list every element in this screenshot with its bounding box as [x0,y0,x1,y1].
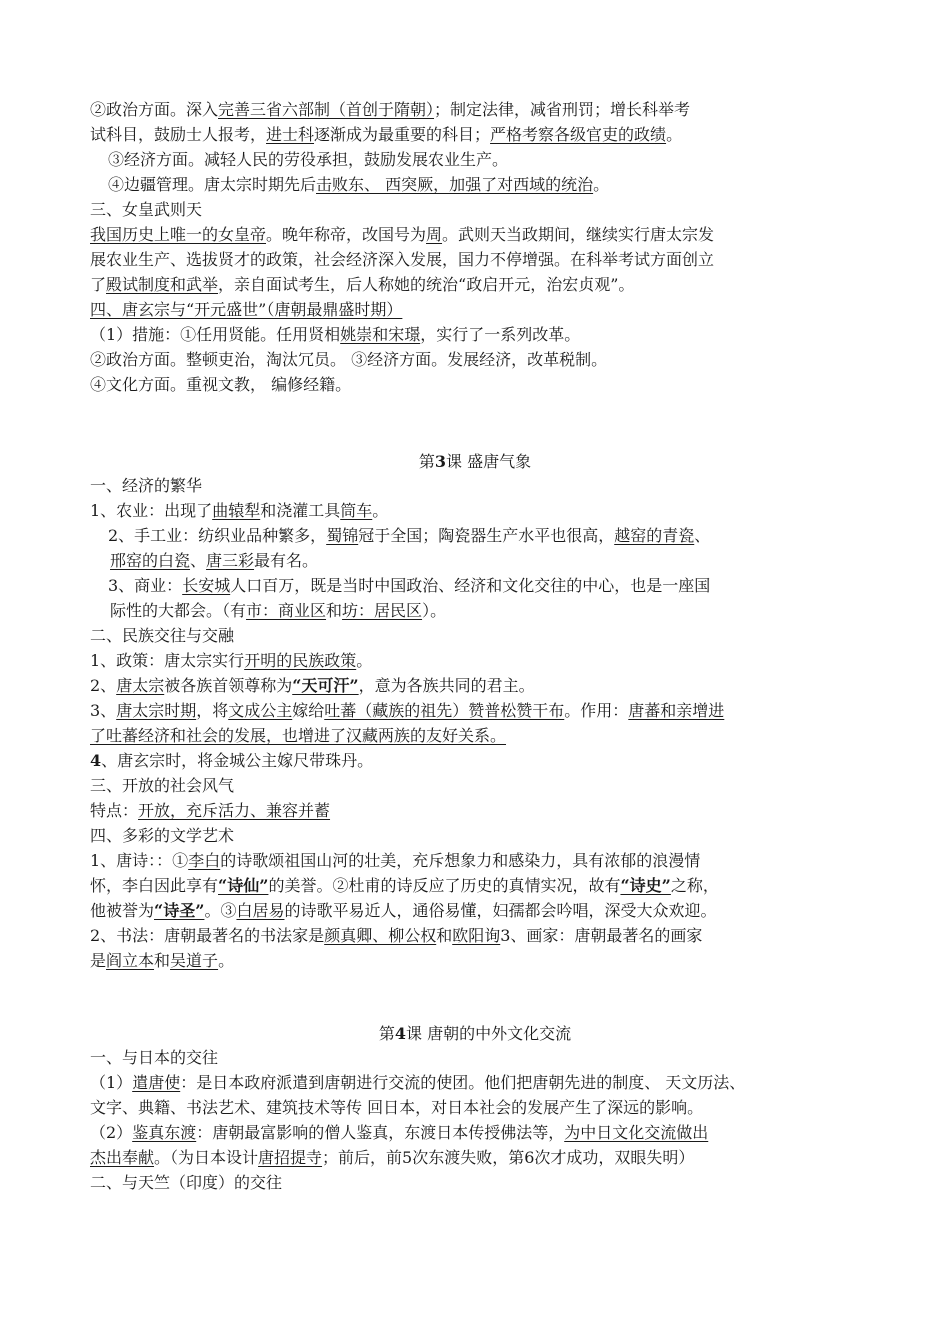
lesson-title: 第3课 盛唐气象 [418,452,532,471]
text-line: ③经济方面。减轻人民的劳役承担，鼓励发展农业生产。 [108,150,509,169]
text-line: 怀，李白因此享有“诗仙”的美誉。②杜甫的诗反应了历史的真情实况，故有“诗史”之称， [90,876,719,895]
text-line: 杰出奉献。（为日本设计唐招提寺；前后，前5次东渡失败，第6次才成功，双眼失明） [90,1148,695,1167]
text-line: 1、唐诗：：①李白的诗歌颂祖国山河的壮美，充斥想象力和感染力，具有浓郁的浪漫情 [90,851,701,870]
text-line: 3、唐太宗时期，将文成公主嫁给吐蕃（藏族的祖先）赞普松赞干布。作用：唐蕃和亲增进 [90,701,725,720]
text-line: （2）鉴真东渡：唐朝最富影响的僧人鉴真，东渡日本传授佛法等，为中日文化交流做出 [90,1123,709,1142]
text-line: 我国历史上唯一的女皇帝。晚年称帝，改国号为周。武则天当政期间，继续实行唐太宗发 [90,225,715,244]
text-line: ④边疆管理。唐太宗时期先后击败东、 西突厥，加强了对西域的统治。 [108,175,610,194]
text-line: 际性的大都会。（有市：商业区和坊：居民区）。 [110,601,447,620]
text-line: 他被誉为“诗圣”。③白居易的诗歌平易近人，通俗易懂，妇孺都会吟唱，深受大众欢迎。 [90,901,717,920]
text-line: 2、书法：唐朝最著名的书法家是颜真卿、柳公权和欧阳询3、画家：唐朝最著名的画家 [90,926,703,945]
text-line: 1、农业：出现了曲辕犁和浇灌工具筒车。 [90,501,389,520]
text-line: 了殿试制度和武举，亲自面试考生，后人称她的统治“政启开元，治宏贞观”。 [90,275,635,294]
text-line: （1）遣唐使：是日本政府派遣到唐朝进行交流的使团。他们把唐朝先进的制度、 天文历法、 [90,1073,746,1092]
text-line: 3、商业：长安城人口百万，既是当时中国政治、经济和文化交往的中心，也是一座国 [108,576,711,595]
text-line: 4、唐玄宗时，将金城公主嫁尺带珠丹。 [90,751,374,770]
text-line: ④文化方面。重视文教， 编修经籍。 [90,375,352,394]
section-heading: 二、与天竺（印度）的交往 [90,1173,283,1192]
section-heading: 三、开放的社会风气 [90,776,235,795]
lesson-title: 第4课 唐朝的中外文化交流 [378,1024,572,1043]
section-heading: 四、唐玄宗与“开元盛世”（唐朝最鼎盛时期） [90,300,403,319]
section-heading: 一、经济的繁华 [90,476,203,495]
text-line: 2、手工业：纺织业品种繁多，蜀锦冠于全国；陶瓷器生产水平也很高，越窑的青瓷、 [108,526,711,545]
text-line: 是阎立本和吴道子。 [90,951,235,970]
text-line: 了吐蕃经济和社会的发展，也增进了汉藏两族的友好关系。 [90,726,507,745]
text-line: 2、唐太宗被各族首领尊称为“天可汗”，意为各族共同的君主。 [90,676,535,695]
text-line: 1、政策：唐太宗实行开明的民族政策。 [90,651,373,670]
text-line: 文字、典籍、书法艺术、建筑技术等传 回日本，对日本社会的发展产生了深远的影响。 [90,1098,704,1117]
text-line: ②政治方面。深入完善三省六部制（首创于隋朝）；制定法律，减省刑罚；增长科举考 [90,100,691,119]
text-line: （1）措施：①任用贤能。任用贤相姚崇和宋璟，实行了一系列改革。 [90,325,581,344]
text-line: 特点：开放，充斥活力、兼容并蓄 [90,801,331,820]
section-heading: 二、民族交往与交融 [90,626,235,645]
text-line: 展农业生产、选拔贤才的政策，社会经济深入发展，国力不停增强。在科举考试方面创立 [90,250,715,269]
section-heading: 四、多彩的文学艺术 [90,826,235,845]
section-heading: 一、与日本的交往 [90,1048,219,1067]
section-heading: 三、女皇武则天 [90,200,203,219]
text-line: ②政治方面。整顿吏治，淘汰冗员。 ③经济方面。发展经济，改革税制。 [90,350,608,369]
text-line: 邢窑的白瓷、唐三彩最有名。 [110,551,319,570]
text-line: 试科目，鼓励士人报考，进士科逐渐成为最重要的科目；严格考察各级官吏的政绩。 [90,125,683,144]
